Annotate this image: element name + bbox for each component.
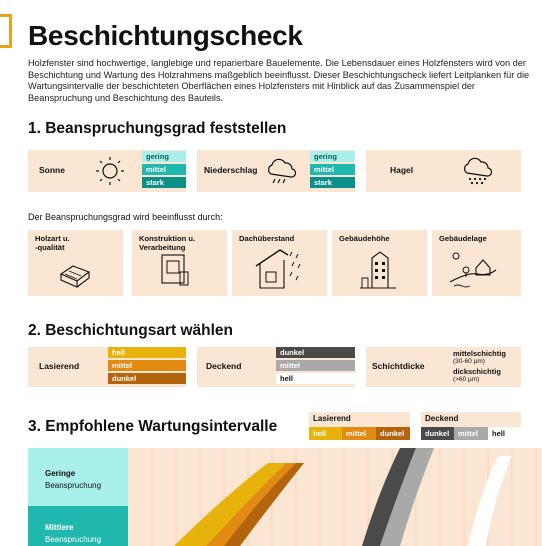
legend-lasur-dark: dunkel xyxy=(376,427,410,440)
row-mid-label-1: Mittlere xyxy=(45,523,74,532)
legend-deckend-mid: mittel xyxy=(454,427,488,440)
dickschichtig-label: dickschichtig xyxy=(453,367,501,376)
section3-heading: 3. Empfohlene Wartungsintervalle xyxy=(28,418,278,435)
legend-lasierend-title: Lasierend xyxy=(313,414,351,423)
legend-lasur-mid: mittel xyxy=(342,427,376,440)
deckend-level-light: hell xyxy=(276,373,355,384)
factor-label-roof: Dachüberstand xyxy=(239,234,295,243)
row-low-label-1: Geringe xyxy=(45,469,76,478)
deckend-label: Deckend xyxy=(206,361,242,371)
section1-heading: 1. Beanspruchungsgrad feststellen xyxy=(28,120,287,137)
factor-label-construction: Konstruktion u. Verarbeitung xyxy=(139,234,196,252)
mittelschichtig-label: mittelschichtig xyxy=(453,349,506,358)
factor-label-location: Gebäudelage xyxy=(439,234,487,243)
deckend-level-dark: dunkel xyxy=(276,347,355,358)
hail-cloud-icon xyxy=(460,155,494,187)
section2-heading: 2. Beschichtungsart wählen xyxy=(28,322,233,339)
building-icon xyxy=(358,246,398,290)
hail-label: Hagel xyxy=(390,165,414,175)
factor-label-wood: Holzart u. -qualität xyxy=(35,234,70,252)
influence-text: Der Beanspruchungsgrad wird beeinflusst durch: xyxy=(28,212,223,222)
schichtdicke-card xyxy=(366,347,521,387)
row-mid-label xyxy=(28,522,128,546)
row-low-label-2: Beanspruchung xyxy=(45,481,102,490)
factor-card-construction xyxy=(132,230,227,296)
legend-deckend-light: hell xyxy=(488,427,521,440)
rain-cloud-icon xyxy=(264,156,298,186)
sun-card xyxy=(28,150,186,192)
sun-icon xyxy=(92,156,128,186)
house-on-hill-icon xyxy=(448,246,498,290)
lasur-level-mid: mittel xyxy=(108,360,186,371)
legend-deckend xyxy=(421,412,521,440)
legend-lasierend xyxy=(309,412,410,440)
rain-level-mid: mittel xyxy=(310,164,355,175)
roof-overhang-icon xyxy=(254,246,304,290)
maintenance-interval-chart xyxy=(28,448,542,546)
sun-label: Sonne xyxy=(39,165,65,175)
factor-card-location xyxy=(432,230,521,296)
hail-card xyxy=(366,150,521,192)
wood-block-icon xyxy=(58,254,92,288)
legend-deckend-title: Deckend xyxy=(425,414,459,423)
rain-label: Niederschlag xyxy=(204,165,258,175)
lasur-level-dark: dunkel xyxy=(108,373,186,384)
rain-level-low: gering xyxy=(310,151,355,162)
intro-paragraph: Holzfenster sind hochwertige, langlebige und reparierbare Bauelemente. Die Lebensdauer eines Holzfensters wird von der Beschichtung und Wartung des Holzrahmens maßgeblich beeinflusst. Dieser Beschichtungscheck liefert Leitplanken für die Wartungsintervalle der beschichteten Oberflächen eines Holzfensters mit Hinblick auf das Zusammenspiel der Beanspruchung und Beschichtung des Bauteils. xyxy=(28,58,530,103)
rain-level-high: stark xyxy=(310,177,355,188)
accent-bracket xyxy=(0,14,12,48)
factor-label-height: Gebäudehöhe xyxy=(339,234,390,243)
window-frame-icon xyxy=(158,252,192,288)
factor-card-roof xyxy=(232,230,327,296)
sun-level-high: stark xyxy=(142,177,186,188)
page-title: Beschichtungscheck xyxy=(28,20,303,51)
lasierend-label: Lasierend xyxy=(39,361,80,371)
lasur-level-light: hell xyxy=(108,347,186,358)
legend-lasur-light: hell xyxy=(309,427,342,440)
lasierend-card xyxy=(28,347,186,387)
row-mid-label-2: Beanspruchung xyxy=(45,535,102,544)
legend-deckend-dark: dunkel xyxy=(421,427,454,440)
dickschichtig-range: (>60 µm) xyxy=(453,376,480,383)
schichtdicke-label: Schichtdicke xyxy=(372,361,425,371)
deckend-level-mid: mittel xyxy=(276,360,355,371)
row-low-label xyxy=(28,468,128,492)
sun-level-low: gering xyxy=(142,151,186,162)
rain-card xyxy=(197,150,355,192)
sun-level-mid: mittel xyxy=(142,164,186,175)
mittelschichtig-range: (30-60 µm) xyxy=(453,358,485,365)
factor-card-wood xyxy=(28,230,123,296)
factor-card-height xyxy=(332,230,427,296)
deckend-card xyxy=(197,347,355,387)
